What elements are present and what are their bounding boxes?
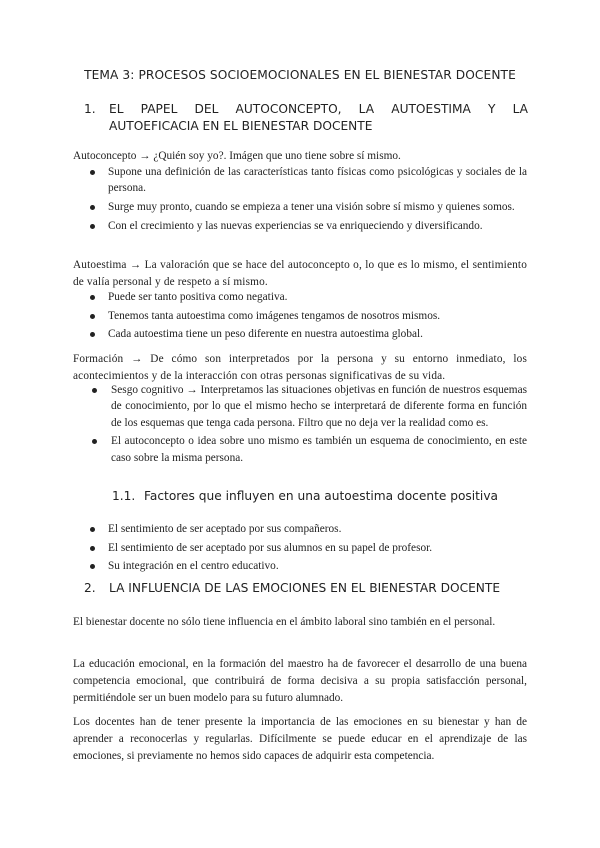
- list-item: Cada autoestima tiene un peso diferente en nuestra autoestima global.: [73, 326, 527, 342]
- bullet-icon: [92, 388, 97, 393]
- autoconcepto-intro: Autoconcepto → ¿Quién soy yo?. Imágen que uno tiene sobre sí mismo.: [73, 150, 401, 162]
- autoconcepto-bullets: [73, 164, 527, 236]
- list-item: Supone una definición de las características tanto físicas como psicológicas y sociales de la persona.: [73, 164, 527, 197]
- bullet-icon: [90, 546, 95, 551]
- section-1-heading-line1: EL PAPEL DEL AUTOCONCEPTO, LA AUTOESTIMA Y LA: [109, 102, 528, 116]
- list-item: El sentimiento de ser aceptado por sus compañeros.: [73, 521, 527, 537]
- list-item: Tenemos tanta autoestima como imágenes tengamos de nosotros mismos.: [73, 308, 527, 324]
- bullet-icon: [92, 439, 97, 444]
- formacion-bullets: [73, 382, 527, 468]
- autoestima-intro: Autoestima → La valoración que se hace del autoconcepto o, lo que es lo mismo, el sentimiento de valía personal y de respeto a sí mismo.: [73, 259, 527, 289]
- subsection-1-1-number: 1.1.: [112, 489, 136, 503]
- list-item: Sesgo cognitivo → Interpretamos las situaciones objetivas en función de nuestros esquemas de conocimiento, por lo que el mismo hecho se interpretará de diferente forma en función de los esquemas que tenga cada persona. Filtro que no deja ver la realidad como es.: [73, 382, 527, 431]
- autoestima-bullets: [73, 289, 527, 345]
- section-1-heading-line2: AUTOEFICACIA EN EL BIENESTAR DOCENTE: [109, 119, 373, 133]
- list-item: Puede ser tanto positiva como negativa.: [73, 289, 527, 305]
- paragraph: Los docentes han de tener presente la importancia de las emociones en su bienestar y han de aprender a reconocerlas y regularlas. Difícilmente se puede educar en el aprendizaje de las emociones, si previamente no hemos sido capaces de adquirir esta competencia.: [73, 716, 527, 763]
- bullet-icon: [90, 527, 95, 532]
- bullet-icon: [90, 314, 95, 319]
- section-2-number: 2.: [84, 581, 96, 595]
- list-item: El autoconcepto o idea sobre uno mismo es también un esquema de conocimiento, en este caso sobre la misma persona.: [73, 433, 527, 466]
- bullet-icon: [90, 205, 95, 210]
- bullet-icon: [90, 224, 95, 229]
- bullet-icon: [90, 564, 95, 569]
- list-item: Surge muy pronto, cuando se empieza a tener una visión sobre sí mismo y quienes somos.: [73, 199, 527, 215]
- section-1-number: 1.: [84, 102, 96, 116]
- formacion-intro: Formación → De cómo son interpretados por la persona y su entorno inmediato, los acontecimientos y de la interacción con otras personas significativas de su vida.: [73, 353, 527, 383]
- section-2-title: LA INFLUENCIA DE LAS EMOCIONES EN EL BIENESTAR DOCENTE: [109, 581, 501, 595]
- list-item: Su integración en el centro educativo.: [73, 558, 527, 574]
- paragraph: La educación emocional, en la formación del maestro ha de favorecer el desarrollo de una buena competencia emocional, que contribuirá de forma decisiva a su propia satisfacción personal, permitiéndole ser un buen modelo para su futuro alumnado.: [73, 658, 527, 705]
- section-2-heading: [84, 580, 528, 597]
- list-item: Con el crecimiento y las nuevas experiencias se va enriqueciendo y diversificando.: [73, 218, 527, 234]
- list-item: El sentimiento de ser aceptado por sus alumnos en su papel de profesor.: [73, 540, 527, 556]
- bullet-icon: [90, 332, 95, 337]
- subsection-1-1-title: Factores que influyen en una autoestima docente positiva: [144, 489, 498, 503]
- bullet-icon: [90, 295, 95, 300]
- bullet-icon: [90, 170, 95, 175]
- document-title: TEMA 3: PROCESOS SOCIOEMOCIONALES EN EL BIENESTAR DOCENTE: [84, 68, 516, 82]
- section-1-heading: [84, 101, 528, 135]
- factores-bullets: [73, 521, 527, 577]
- paragraph: El bienestar docente no sólo tiene influencia en el ámbito laboral sino también en el personal.: [73, 616, 496, 628]
